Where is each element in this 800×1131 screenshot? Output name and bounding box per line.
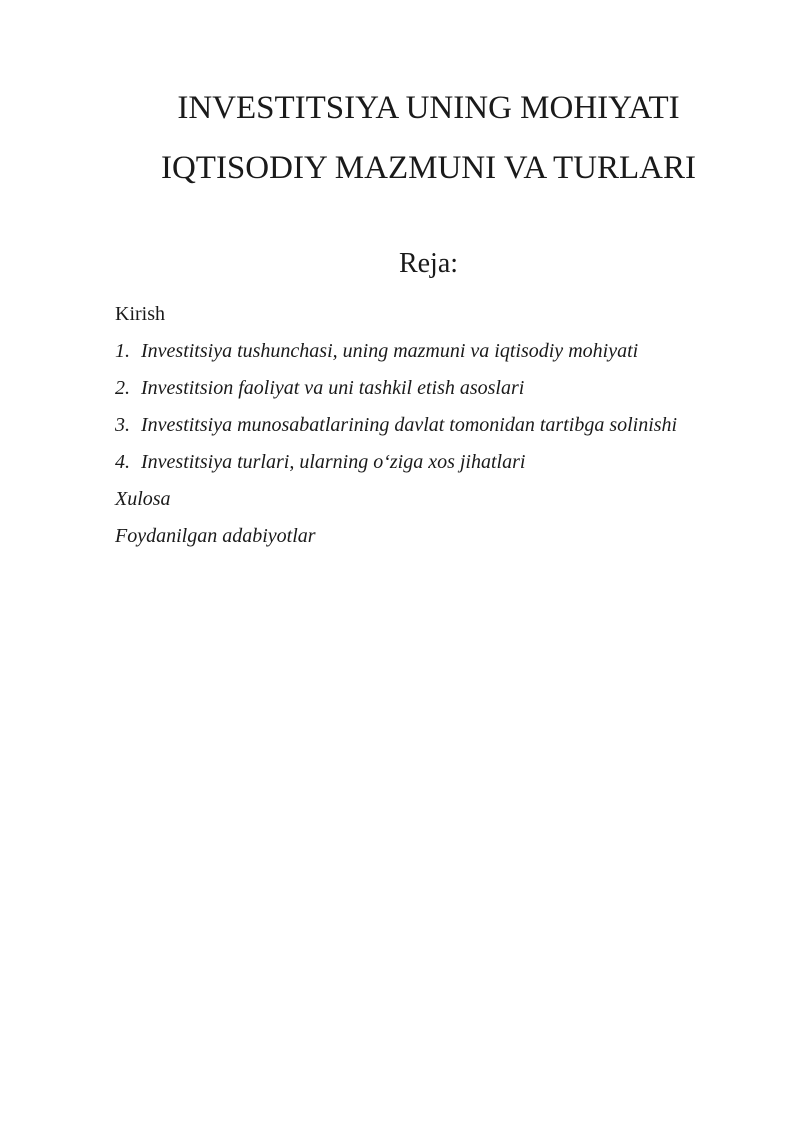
plan-item [115, 333, 775, 370]
plan-item-number: 3. [115, 414, 130, 436]
plan-conclusion: Xulosa [115, 488, 171, 510]
plan-item-number: 1. [115, 340, 130, 362]
plan-item-text: Investitsiya turlari, ularning o‘ziga xos jihatlari [141, 451, 526, 473]
title-line-1: INVESTITSIYA UNING MOHIYATI [177, 90, 680, 126]
plan-item-text: Investitsiya munosabatlarining davlat tomonidan tartibga solinishi [141, 414, 678, 436]
plan-references: Foydanilgan adabiyotlar [115, 525, 316, 547]
plan-item-text: Investitsion faoliyat va uni tashkil etish asoslari [141, 377, 525, 399]
title-line-2: IQTISODIY MAZMUNI VA TURLARI [160, 150, 697, 186]
plan-heading: Reja: [398, 248, 459, 279]
plan-item-text: Investitsiya tushunchasi, uning mazmuni va iqtisodiy mohiyati [141, 340, 639, 362]
plan-item [115, 444, 775, 481]
plan-item [115, 370, 775, 407]
plan-intro: Kirish [115, 303, 165, 325]
plan-item-number: 2. [115, 377, 130, 399]
plan-item [115, 407, 775, 444]
plan-list [115, 296, 775, 555]
plan-item-number: 4. [115, 451, 130, 473]
document-title [0, 78, 800, 198]
